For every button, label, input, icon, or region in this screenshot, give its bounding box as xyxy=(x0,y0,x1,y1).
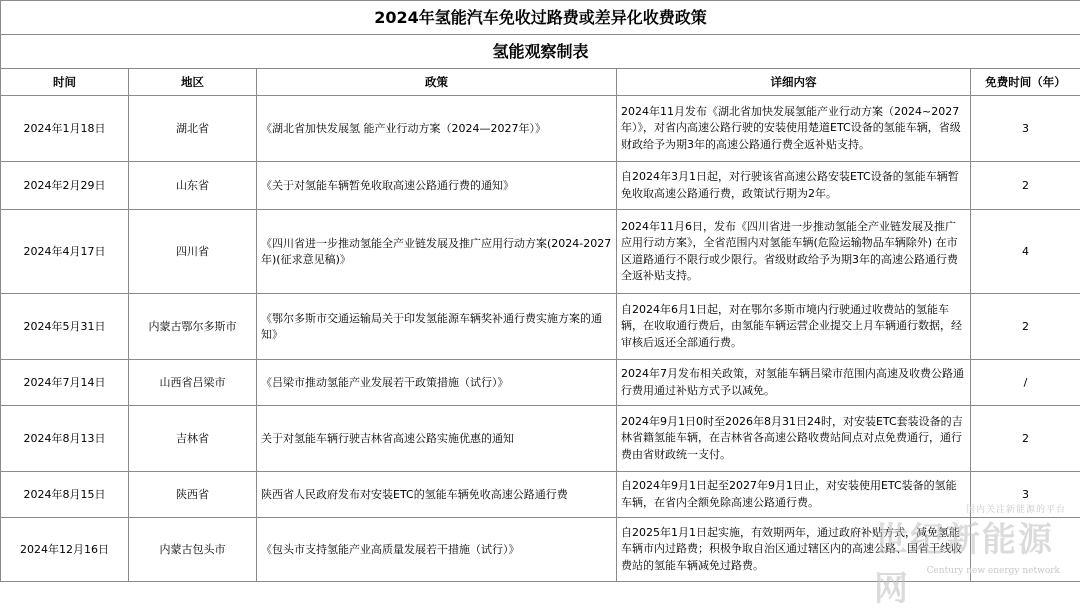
cell-date: 2024年7月14日 xyxy=(1,360,129,406)
cell-years xyxy=(971,518,1080,582)
table-title: 2024年氢能汽车免收过路费或差异化收费政策 xyxy=(1,1,1080,35)
cell-region: 吉林省 xyxy=(129,406,257,472)
cell-date: 2024年1月18日 xyxy=(1,96,129,162)
table-row xyxy=(1,406,1080,472)
cell-years: 2 xyxy=(971,162,1080,210)
cell-years: 4 xyxy=(971,210,1080,294)
cell-region: 湖北省 xyxy=(129,96,257,162)
table-row xyxy=(1,518,1080,582)
cell-detail: 自2025年1月1日起实施，有效期两年，通过政府补贴方式，减免氢能车辆市内过路费；积极争取自治区通过辖区内的高速公路、国省干线收费站的氢能车辆减免过路费。 xyxy=(617,518,971,582)
header-row xyxy=(1,69,1080,96)
cell-detail: 2024年9月1日0时至2026年8月31日24时，对安装ETC套装设备的吉林省籍氢能车辆，在吉林省各高速公路收费站间点对点免费通行，通行费由省财政统一支付。 xyxy=(617,406,971,472)
cell-detail: 自2024年3月1日起，对行驶该省高速公路安装ETC设备的氢能车辆暂免收取高速公路通行费，政策试行期为2年。 xyxy=(617,162,971,210)
table-row xyxy=(1,360,1080,406)
header-detail: 详细内容 xyxy=(617,69,971,96)
table-row xyxy=(1,294,1080,360)
table-row xyxy=(1,210,1080,294)
table-row xyxy=(1,162,1080,210)
cell-detail: 自2024年6月1日起，对在鄂尔多斯市境内行驶通过收费站的氢能车辆，在收取通行费后，由氢能车辆运营企业提交上月车辆通行数据，经审核后返还全部通行费。 xyxy=(617,294,971,360)
cell-policy: 关于对氢能车辆行驶吉林省高速公路实施优惠的通知 xyxy=(257,406,617,472)
cell-policy: 陕西省人民政府发布对安装ETC的氢能车辆免收高速公路通行费 xyxy=(257,472,617,518)
cell-region: 陕西省 xyxy=(129,472,257,518)
header-region: 地区 xyxy=(129,69,257,96)
cell-policy: 《四川省进一步推动氢能全产业链发展及推广应用行动方案(2024-2027年)(征求意见稿)》 xyxy=(257,210,617,294)
cell-date: 2024年2月29日 xyxy=(1,162,129,210)
table-row xyxy=(1,96,1080,162)
cell-detail: 2024年11月6日，发布《四川省进一步推动氢能全产业链发展及推广应用行动方案》，全省范围内对氢能车辆(危险运输物品车辆除外) 在市区道路通行不限行或少限行。省级财政给予为期3年的高速公路通行费全返补贴支持。 xyxy=(617,210,971,294)
watermark-name: 世纪新能源网 xyxy=(874,512,1072,610)
cell-policy: 《湖北省加快发展氢 能产业行动方案（2024—2027年）》 xyxy=(257,96,617,162)
cell-detail: 2024年11月发布《湖北省加快发展氢能产业行动方案（2024~2027年）》，对省内高速公路行驶的安装使用楚道ETC设备的氢能车辆，省级财政给予为期3年的高速公路通行费全返补贴支持。 xyxy=(617,96,971,162)
cell-policy: 《包头市支持氢能产业高质量发展若干措施（试行）》 xyxy=(257,518,617,582)
cell-region: 山西省吕梁市 xyxy=(129,360,257,406)
cell-date: 2024年5月31日 xyxy=(1,294,129,360)
cell-policy: 《关于对氢能车辆暂免收取高速公路通行费的通知》 xyxy=(257,162,617,210)
header-date: 时间 xyxy=(1,69,129,96)
cell-policy: 《吕梁市推动氢能产业发展若干政策措施（试行）》 xyxy=(257,360,617,406)
cell-years: / xyxy=(971,360,1080,406)
header-policy: 政策 xyxy=(257,69,617,96)
table-row xyxy=(1,472,1080,518)
cell-region: 内蒙古包头市 xyxy=(129,518,257,582)
cell-region: 山东省 xyxy=(129,162,257,210)
watermark-english: Century new energy network xyxy=(927,566,1060,576)
table-subtitle: 氢能观察制表 xyxy=(1,35,1080,69)
cell-detail: 2024年7月发布相关政策，对氢能车辆吕梁市范围内高速及收费公路通行费用通过补贴方式予以减免。 xyxy=(617,360,971,406)
cell-region: 四川省 xyxy=(129,210,257,294)
watermark-tagline: 国内关注新能源的平台 xyxy=(966,502,1066,515)
cell-date: 2024年8月15日 xyxy=(1,472,129,518)
header-years: 免费时间（年） xyxy=(971,69,1080,96)
cell-date: 2024年12月16日 xyxy=(1,518,129,582)
cell-date: 2024年8月13日 xyxy=(1,406,129,472)
cell-date: 2024年4月17日 xyxy=(1,210,129,294)
cell-years: 2 xyxy=(971,294,1080,360)
cell-region: 内蒙古鄂尔多斯市 xyxy=(129,294,257,360)
cell-years: 3 xyxy=(971,96,1080,162)
cell-years: 2 xyxy=(971,406,1080,472)
cell-years: 3 xyxy=(971,472,1080,518)
cell-detail: 自2024年9月1日起至2027年9月1日止，对安装使用ETC装备的氢能车辆，在省内全额免除高速公路通行费。 xyxy=(617,472,971,518)
cell-policy: 《鄂尔多斯市交通运输局关于印发氢能源车辆奖补通行费实施方案的通知》 xyxy=(257,294,617,360)
